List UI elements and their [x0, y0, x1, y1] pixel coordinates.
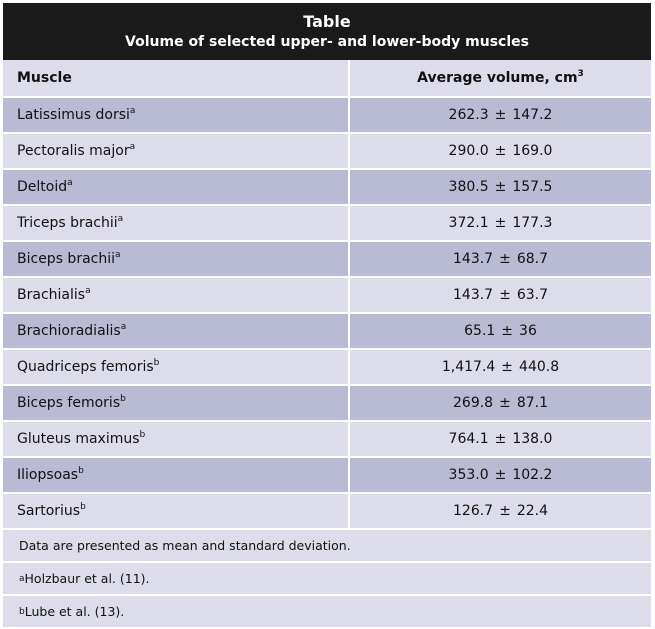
plus-minus-symbol: ±	[494, 467, 507, 483]
volume-cell	[349, 313, 651, 349]
header-muscle	[3, 60, 349, 97]
volume-cell	[349, 457, 651, 493]
table-body	[3, 97, 651, 529]
volume-cell	[349, 205, 651, 241]
header-volume-sup: 3	[577, 69, 584, 79]
plus-minus-symbol: ±	[499, 503, 511, 519]
volume-cell	[349, 493, 651, 529]
table-row	[3, 493, 651, 529]
table-container	[3, 3, 651, 619]
volume-cell	[349, 97, 651, 133]
table-title-bar	[3, 3, 651, 60]
volume-sd: 157.5	[512, 179, 553, 195]
muscle-cell	[3, 277, 349, 313]
muscle-name: Brachialis	[17, 287, 86, 303]
volume-mean: 269.8	[453, 395, 494, 411]
table-row	[3, 205, 651, 241]
volume-cell	[349, 133, 651, 169]
muscle-cell	[3, 493, 349, 529]
plus-minus-symbol: ±	[499, 395, 511, 411]
table-title: Table	[303, 11, 351, 31]
table-row	[3, 349, 651, 385]
volume-cell	[349, 277, 651, 313]
volume-mean: 290.0	[448, 143, 489, 159]
plus-minus-symbol: ±	[494, 179, 507, 195]
table-row	[3, 313, 651, 349]
table-row	[3, 97, 651, 133]
muscle-ref-sup: a	[115, 250, 121, 260]
volume-sd: 68.7	[516, 251, 548, 267]
volume-mean: 380.5	[448, 179, 489, 195]
muscle-cell	[3, 133, 349, 169]
muscle-name: Gluteus maximus	[17, 431, 140, 447]
muscle-cell	[3, 385, 349, 421]
table-row	[3, 277, 651, 313]
volume-cell	[349, 349, 651, 385]
muscle-name: Quadriceps femoris	[17, 359, 154, 375]
note-ref-a-text: Holzbaur et al. (11).	[24, 571, 150, 586]
note-data-text: Data are presented as mean and standard deviation.	[19, 538, 351, 553]
volume-sd: 440.8	[519, 359, 560, 375]
muscle-name: Latissimus dorsi	[17, 107, 130, 123]
muscle-cell	[3, 421, 349, 457]
header-muscle-label: Muscle	[17, 70, 72, 86]
volume-cell	[349, 169, 651, 205]
volume-sd: 102.2	[512, 467, 553, 483]
volume-mean: 65.1	[464, 323, 496, 339]
muscle-cell	[3, 457, 349, 493]
muscle-ref-sup: b	[153, 358, 160, 368]
muscle-cell	[3, 349, 349, 385]
muscle-name: Biceps brachii	[17, 251, 116, 267]
muscle-ref-sup: a	[67, 178, 73, 188]
muscle-cell	[3, 97, 349, 133]
muscle-ref-sup: a	[85, 286, 91, 296]
muscle-ref-sup: b	[78, 466, 84, 476]
volume-mean: 262.3	[448, 107, 489, 123]
volume-sd: 87.1	[516, 395, 548, 411]
volume-sd: 138.0	[512, 431, 553, 447]
volume-mean: 353.0	[448, 467, 489, 483]
muscle-volume-table	[3, 60, 651, 530]
volume-mean: 126.7	[453, 503, 494, 519]
volume-sd: 63.7	[516, 287, 548, 303]
table-notes	[3, 530, 651, 629]
header-row	[3, 60, 651, 97]
table-subtitle: Volume of selected upper- and lower-body muscles	[125, 33, 529, 50]
plus-minus-symbol: ±	[499, 251, 511, 267]
note-ref-b-text: Lube et al. (13).	[24, 604, 125, 619]
plus-minus-symbol: ±	[501, 323, 514, 339]
volume-mean: 764.1	[448, 431, 489, 447]
volume-mean: 143.7	[453, 287, 494, 303]
table-row	[3, 421, 651, 457]
volume-sd: 147.2	[512, 107, 553, 123]
table-row	[3, 457, 651, 493]
muscle-name: Biceps femoris	[17, 395, 121, 411]
volume-sd: 169.0	[512, 143, 553, 159]
plus-minus-symbol: ±	[494, 431, 507, 447]
note-ref-a: a Holzbaur et al. (11).	[3, 563, 651, 596]
muscle-ref-sup: b	[120, 394, 126, 404]
plus-minus-symbol: ±	[494, 143, 507, 159]
muscle-cell	[3, 313, 349, 349]
table-row	[3, 385, 651, 421]
plus-minus-symbol: ±	[494, 107, 507, 123]
plus-minus-symbol: ±	[501, 359, 514, 375]
muscle-ref-sup: b	[139, 430, 146, 440]
muscle-ref-sup: a	[117, 214, 124, 224]
volume-sd: 177.3	[512, 215, 553, 231]
table-row	[3, 169, 651, 205]
table-row	[3, 241, 651, 277]
note-data	[3, 530, 651, 563]
table-row	[3, 133, 651, 169]
muscle-ref-sup: a	[120, 322, 127, 332]
header-volume-label: Average volume, cm	[417, 70, 578, 86]
muscle-cell	[3, 169, 349, 205]
muscle-name: Pectoralis major	[17, 143, 130, 159]
muscle-cell	[3, 205, 349, 241]
header-volume	[349, 60, 651, 97]
muscle-ref-sup: b	[80, 502, 86, 512]
muscle-name: Iliopsoas	[17, 467, 79, 483]
muscle-name: Deltoid	[17, 179, 68, 195]
muscle-ref-sup: a	[129, 142, 136, 152]
plus-minus-symbol: ±	[499, 287, 511, 303]
volume-cell	[349, 241, 651, 277]
volume-cell	[349, 421, 651, 457]
muscle-name: Sartorius	[17, 503, 81, 519]
muscle-ref-sup: a	[129, 106, 136, 116]
volume-mean: 1,417.4	[441, 359, 496, 375]
volume-mean: 143.7	[453, 251, 494, 267]
volume-sd: 22.4	[516, 503, 548, 519]
plus-minus-symbol: ±	[494, 215, 507, 231]
muscle-name: Triceps brachii	[17, 215, 118, 231]
muscle-cell	[3, 241, 349, 277]
note-ref-b: b Lube et al. (13).	[3, 596, 651, 629]
volume-cell	[349, 385, 651, 421]
volume-mean: 372.1	[448, 215, 489, 231]
volume-sd: 36	[519, 323, 537, 339]
muscle-name: Brachioradialis	[17, 323, 121, 339]
